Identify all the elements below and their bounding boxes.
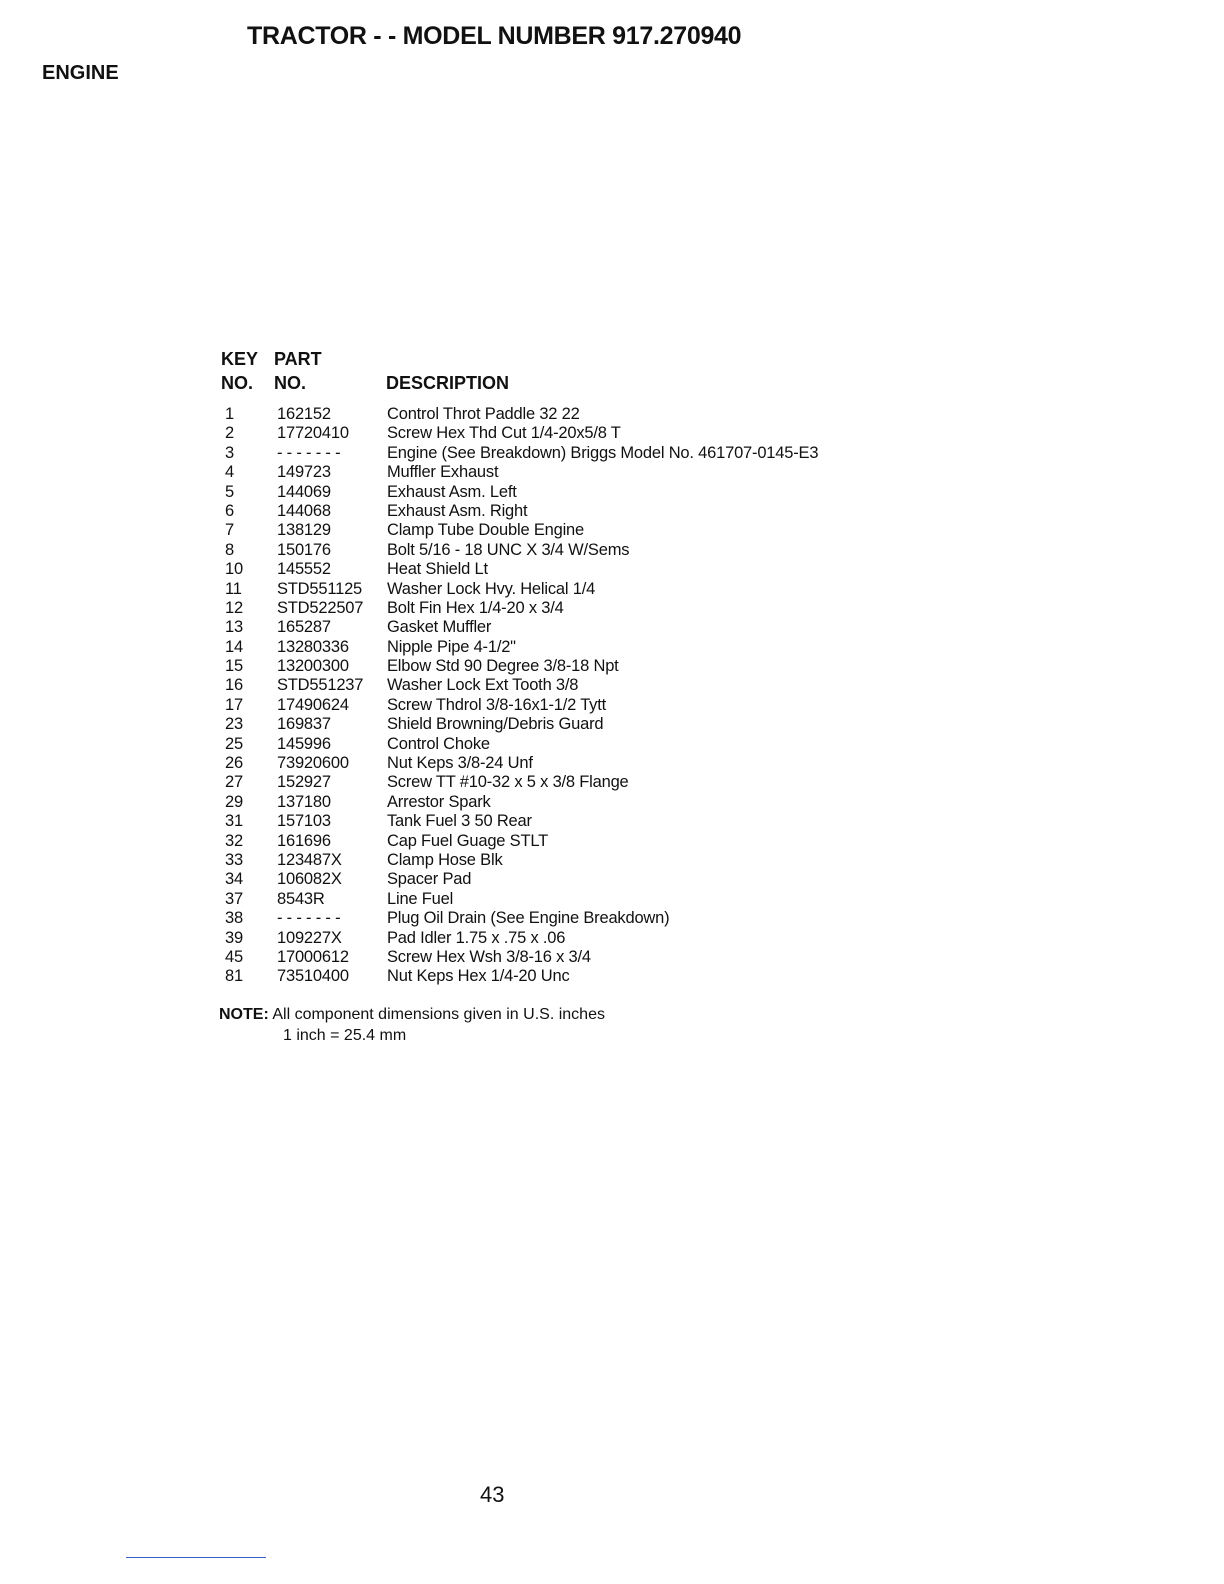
key-no: 25 [225,734,243,753]
description: Clamp Tube Double Engine [387,521,584,540]
table-row [225,521,985,540]
key-no: 13 [225,618,243,637]
table-row [225,560,985,579]
table-row [225,638,985,657]
description: Exhaust Asm. Left [387,482,517,501]
part-no: STD522507 [277,598,364,617]
table-row [225,754,985,773]
description: Screw TT #10-32 x 5 x 3/8 Flange [387,773,629,792]
table-row [225,444,985,463]
key-no: 11 [225,579,242,598]
description: Nut Keps Hex 1/4-20 Unc [387,967,570,986]
description: Washer Lock Hvy. Helical 1/4 [387,579,596,598]
part-no: 145552 [277,560,331,579]
table-row [225,890,985,909]
part-no: 106082X [277,870,342,889]
key-no: 39 [225,928,243,947]
part-no: STD551125 [277,579,363,598]
part-no: 152927 [277,773,331,792]
key-no: 17 [225,695,243,714]
table-row [225,909,985,928]
description: Shield Browning/Debris Guard [387,715,604,734]
parts-list [225,405,985,987]
part-no: 109227X [277,928,342,947]
description: Muffler Exhaust [387,463,499,482]
table-row [225,580,985,599]
part-no: - - - - - - - [277,443,341,462]
description: Gasket Muffler [387,618,492,637]
key-no: 8 [225,540,234,559]
note [219,1006,605,1024]
key-no: 81 [225,967,243,986]
part-no: STD551237 [277,676,364,695]
part-no: 150176 [277,540,331,559]
description: Elbow Std 90 Degree 3/8-18 Npt [387,657,619,676]
key-no: 23 [225,715,243,734]
description: Clamp Hose Blk [387,850,503,869]
description: Screw Hex Wsh 3/8-16 x 3/4 [387,947,591,966]
part-no: 73510400 [277,967,349,986]
part-no: 137180 [277,792,331,811]
table-row [225,541,985,560]
table-row [225,832,985,851]
description: Engine (See Breakdown) Briggs Model No. 461707-0145-E3 [387,443,819,462]
part-no: 17000612 [277,947,349,966]
part-no: 145996 [277,734,331,753]
description: Cap Fuel Guage STLT [387,831,548,850]
part-no: 149723 [277,463,331,482]
part-no: 123487X [277,850,342,869]
table-row [225,870,985,889]
table-row [225,948,985,967]
key-no: 15 [225,657,243,676]
part-no: 17490624 [277,695,349,714]
table-row [225,929,985,948]
table-row [225,812,985,831]
table-row [225,599,985,618]
note-label: NOTE: [219,1006,269,1023]
part-no: 169837 [277,715,331,734]
part-no: 144068 [277,501,331,520]
key-no: 10 [225,560,243,579]
description: Exhaust Asm. Right [387,501,528,520]
key-no: 14 [225,637,243,656]
description: Bolt 5/16 - 18 UNC X 3/4 W/Sems [387,540,630,559]
part-no: 73920600 [277,754,349,773]
table-row [225,773,985,792]
key-no: 33 [225,850,243,869]
page-number: 43 [480,1482,505,1507]
description: Screw Thdrol 3/8-16x1-1/2 Tytt [387,695,606,714]
description: Bolt Fin Hex 1/4-20 x 3/4 [387,598,564,617]
header-part: PART [274,349,322,369]
page-title: TRACTOR - - MODEL NUMBER 917.270940 [247,22,742,50]
key-no: 5 [225,482,234,501]
table-row [225,424,985,443]
description: Arrestor Spark [387,792,491,811]
table-row [225,618,985,637]
table-row [225,696,985,715]
header-part-no: NO. [274,373,307,393]
section-heading: ENGINE [42,62,119,84]
part-no: 144069 [277,482,331,501]
part-no: 17720410 [277,424,349,443]
description: Plug Oil Drain (See Engine Breakdown) [387,909,670,928]
description: Spacer Pad [387,870,472,889]
key-no: 38 [225,909,243,928]
header-key: KEY [221,349,259,369]
part-no: 13200300 [277,657,349,676]
table-row [225,735,985,754]
description: Screw Hex Thd Cut 1/4-20x5/8 T [387,424,621,443]
table-row [225,793,985,812]
key-no: 32 [225,831,243,850]
part-no: 8543R [277,889,325,908]
key-no: 37 [225,889,243,908]
table-row [225,657,985,676]
table-row [225,502,985,521]
bottom-rule [126,1557,266,1558]
key-no: 1 [225,405,234,423]
header-key-no: NO. [221,373,254,393]
note-conversion: 1 inch = 25.4 mm [283,1027,407,1044]
key-no: 27 [225,773,243,792]
description: Line Fuel [387,889,454,908]
table-row [225,405,985,424]
description: Nipple Pipe 4-1/2" [387,637,516,656]
key-no: 34 [225,870,243,889]
description: Control Choke [387,734,490,753]
key-no: 6 [225,501,234,520]
key-no: 4 [225,463,234,482]
table-row [225,463,985,482]
part-no: 157103 [277,812,331,831]
table-row [225,483,985,502]
description: Nut Keps 3/8-24 Unf [387,754,533,773]
description: Heat Shield Lt [387,560,488,579]
table-row [225,715,985,734]
key-no: 3 [225,443,234,462]
part-no: 165287 [277,618,331,637]
part-no: 138129 [277,521,331,540]
key-no: 26 [225,754,243,773]
table-row [225,967,985,986]
key-no: 45 [225,947,243,966]
key-no: 31 [225,812,243,831]
description: Washer Lock Ext Tooth 3/8 [387,676,579,695]
note-text: All component dimensions given in U.S. inches [272,1006,605,1023]
description: Tank Fuel 3 50 Rear [387,812,532,831]
key-no: 16 [225,676,243,695]
part-no: 13280336 [277,637,349,656]
description: Pad Idler 1.75 x .75 x .06 [387,928,566,947]
part-no: 162152 [277,405,331,423]
table-row [225,851,985,870]
header-description: DESCRIPTION [386,373,510,393]
key-no: 2 [225,424,234,443]
table-row [225,676,985,695]
part-no: - - - - - - - [277,909,341,928]
key-no: 7 [225,521,234,540]
description: Control Throt Paddle 32 22 [387,405,580,423]
key-no: 12 [225,598,243,617]
key-no: 29 [225,792,243,811]
part-no: 161696 [277,831,331,850]
